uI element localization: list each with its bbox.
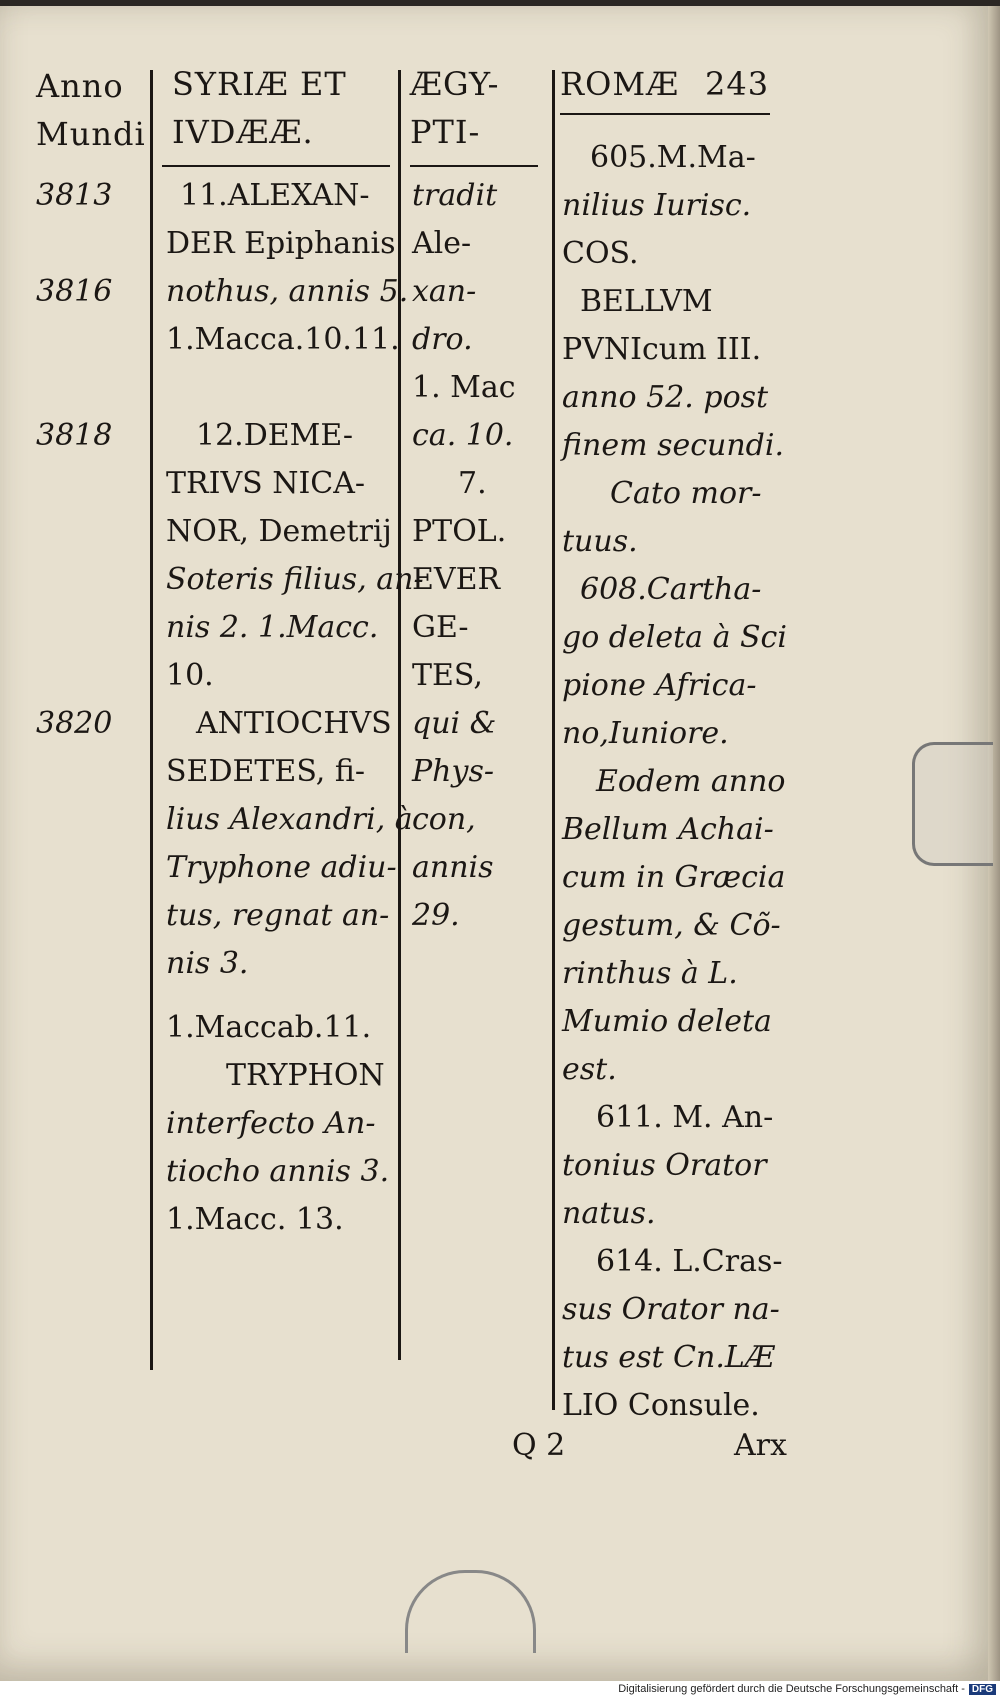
roma-line: Cato mor-	[610, 476, 762, 511]
page-clip	[912, 742, 993, 866]
roma-line: tonius Orator	[562, 1148, 767, 1183]
roma-line: Bellum Achai-	[562, 812, 774, 847]
year: 3816	[36, 274, 113, 309]
aegy-line: 7.	[458, 466, 487, 501]
aegy-line: Phys-	[412, 754, 494, 789]
roma-line: BELLVM	[580, 284, 713, 319]
book-page	[0, 6, 990, 1681]
roma-line: COS.	[562, 236, 639, 271]
aegy-line: 1. Mac	[412, 370, 516, 405]
page-number: 243	[705, 65, 770, 103]
roma-line: 611. M. An-	[596, 1100, 774, 1135]
roma-line: 608.Cartha-	[580, 572, 762, 607]
syria-line: 1.Macc. 13.	[166, 1202, 344, 1237]
syria-line: DER Epiphanis	[166, 226, 396, 261]
dfg-logo: DFG	[969, 1684, 996, 1695]
aegy-line: PTOL.	[412, 514, 507, 549]
syria-line: lius Alexandri, à	[166, 802, 413, 837]
aegy-line: 29.	[412, 898, 460, 933]
aegy-line: tradit	[412, 178, 498, 213]
syria-line: 11.ALEXAN-	[180, 178, 370, 213]
header-rule-syria	[162, 165, 390, 167]
aegy-line: dro.	[412, 322, 473, 357]
aegy-line: Ale-	[412, 226, 472, 261]
header-romae: ROMÆ	[560, 65, 680, 103]
aegy-line: annis	[412, 850, 494, 885]
aegy-line: TES,	[412, 658, 483, 693]
aegy-line: qui &	[412, 706, 497, 741]
column-rule-3	[552, 70, 555, 1410]
footer-credit-bar	[0, 1681, 1000, 1697]
roma-line: Eodem anno	[596, 764, 786, 799]
aegy-line: ca. 10.	[412, 418, 514, 453]
syria-line: nis 3.	[166, 946, 249, 981]
syria-line: ANTIOCHVS	[196, 706, 392, 741]
roma-line: pione Africa-	[562, 668, 757, 703]
year: 3820	[36, 706, 113, 741]
header-mundi: Mundi	[36, 115, 146, 153]
roma-line: nilius Iurisc.	[562, 188, 752, 223]
roma-line: est.	[562, 1052, 617, 1087]
syria-line: Tryphone adiu-	[166, 850, 397, 885]
aegy-line: GE-	[412, 610, 469, 645]
header-anno: Anno	[36, 67, 124, 105]
syria-line: tiocho annis 3.	[166, 1154, 390, 1189]
footer-credit: Digitalisierung gefördert durch die Deutsche Forschungsgemeinschaft -	[618, 1683, 965, 1695]
roma-line: gestum, & Cõ-	[562, 908, 781, 943]
syria-line: NOR, Demetrij	[166, 514, 392, 549]
syria-line: 1.Macca.10.11.	[166, 322, 400, 357]
roma-line: 605.M.Ma-	[590, 140, 756, 175]
syria-line: TRYPHON	[226, 1058, 385, 1093]
syria-line: 10.	[166, 658, 214, 693]
year: 3813	[36, 178, 113, 213]
aegy-line: EVER	[412, 562, 501, 597]
header-syria: SYRIÆ ET	[172, 65, 347, 103]
header-pti: PTI-	[410, 113, 481, 151]
header-rule-aegy	[410, 165, 538, 167]
column-rule-1	[150, 70, 153, 1370]
roma-line: tuus.	[562, 524, 638, 559]
syria-line: nis 2. 1.Macc.	[166, 610, 379, 645]
syria-line: tus, regnat an-	[166, 898, 390, 933]
roma-line: LIO Consule.	[562, 1388, 760, 1423]
header-aegy: ÆGY-	[410, 65, 500, 103]
syria-line: 1.Maccab.11.	[166, 1010, 372, 1045]
year: 3818	[36, 418, 113, 453]
catchword: Arx	[734, 1428, 787, 1463]
roma-line: sus Orator na-	[562, 1292, 780, 1327]
roma-line: finem secundi.	[562, 428, 784, 463]
syria-line: TRIVS NICA-	[166, 466, 366, 501]
roma-line: rinthus à L.	[562, 956, 738, 991]
aegy-line: con,	[412, 802, 476, 837]
syria-line: SEDETES, fi-	[166, 754, 366, 789]
syria-line: Soteris filius, an-	[166, 562, 424, 597]
syria-line: 12.DEME-	[196, 418, 353, 453]
header-iudaeae: IVDÆÆ.	[172, 113, 314, 151]
roma-line: no,Iuniore.	[562, 716, 729, 751]
aegy-line: xan-	[412, 274, 477, 309]
column-rule-2	[398, 70, 401, 1360]
signature-mark: Q 2	[512, 1428, 566, 1463]
syria-line: nothus, annis 5.	[166, 274, 409, 309]
roma-line: cum in Græcia	[562, 860, 786, 895]
roma-line: PVNIcum III.	[562, 332, 762, 367]
header-rule-roma	[560, 113, 770, 115]
roma-line: Mumio deleta	[562, 1004, 772, 1039]
roma-line: natus.	[562, 1196, 656, 1231]
roma-line: anno 52. post	[562, 380, 769, 415]
roma-line: 614. L.Cras-	[596, 1244, 783, 1279]
roma-line: tus est Cn.LÆ	[562, 1340, 775, 1375]
syria-line: interfecto An-	[166, 1106, 376, 1141]
roma-line: go deleta à Sci	[562, 620, 787, 655]
